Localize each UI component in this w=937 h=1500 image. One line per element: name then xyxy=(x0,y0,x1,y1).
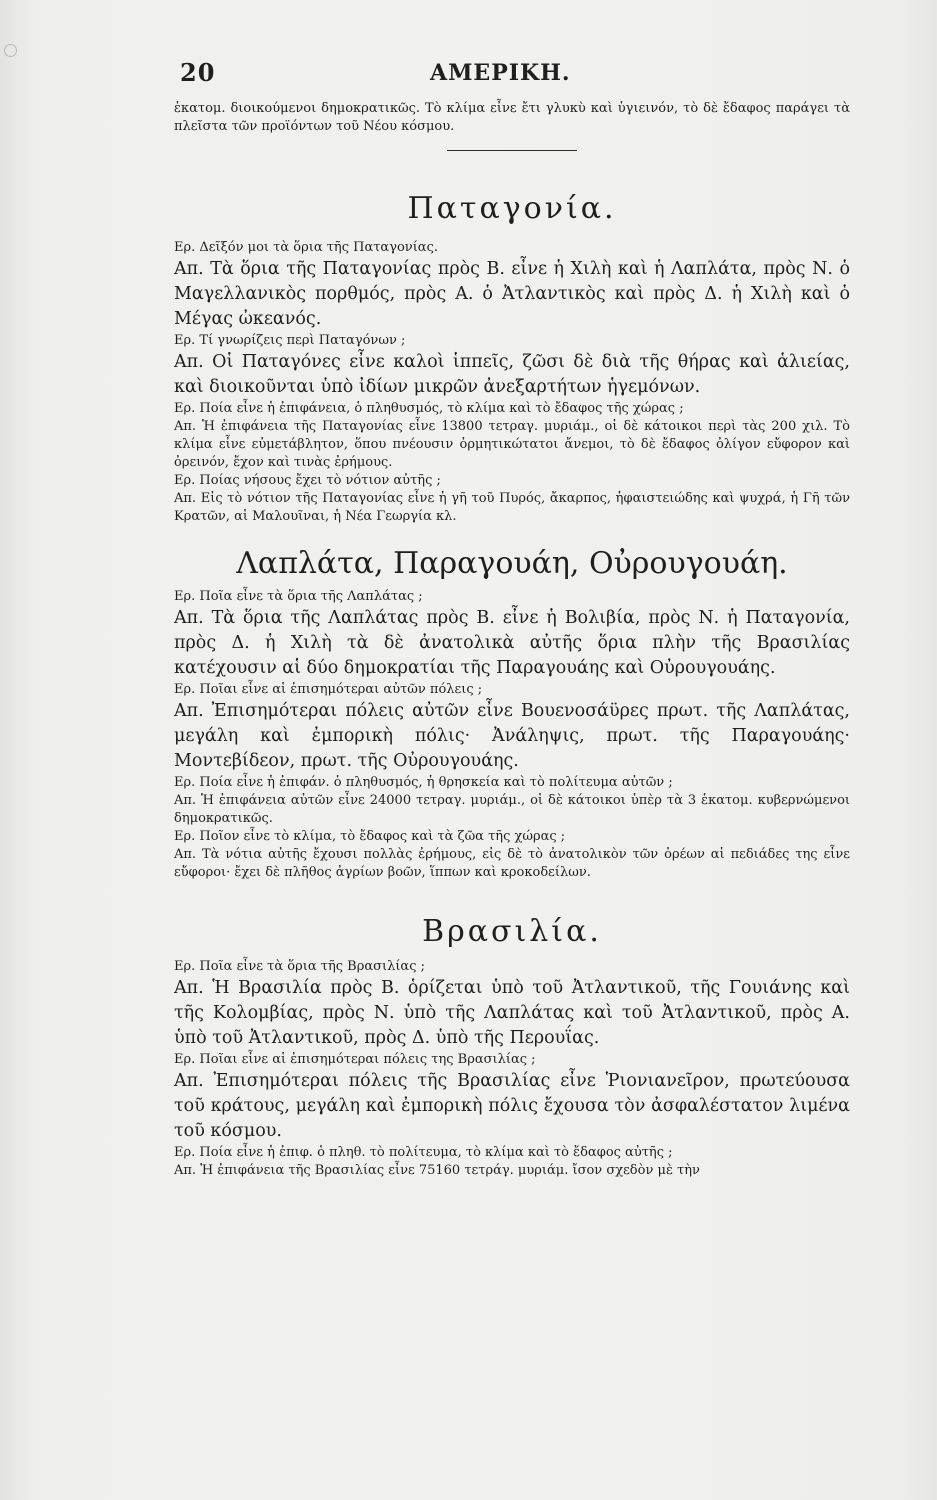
answer: Απ. Ἡ ἐπιφάνεια αὐτῶν εἶνε 24000 τετραγ. μυριάμ., οἱ δὲ κάτοικοι ὑπὲρ τὰ 3 ἑκατομ. κυβερνώμενοι δημοκρατικῶς. xyxy=(174,793,850,826)
section-divider xyxy=(447,150,577,151)
running-title: ΑΜΕΡΙΚΗ. xyxy=(430,60,571,86)
question: Ερ. Ποίας νήσους ἔχει τὸ νότιον αὐτῆς ; xyxy=(174,473,441,488)
question: Ερ. Ποῖαι εἶνε αἱ ἐπισημότεραι πόλεις της Βρασιλίας ; xyxy=(174,1052,536,1067)
question: Ερ. Δεῖξόν μοι τὰ ὅρια τῆς Παταγονίας. xyxy=(174,240,438,255)
question: Ερ. Ποῖα εἶνε τὰ ὅρια τῆς Λαπλάτας ; xyxy=(174,589,423,604)
answer: Απ. Ἐπισημότεραι πόλεις τῆς Βρασιλίας εἶνε Ῥιονιανεῖρον, πρωτεύουσα τοῦ κράτους, μεγάλη καὶ ἐμπορικὴ πόλις ἔχουσα τὸν ἀσφαλέστατον λιμένα τοῦ κόσμου. xyxy=(174,1071,850,1141)
answer: Απ. Τὰ ὅρια τῆς Παταγονίας πρὸς Β. εἶνε ἡ Χιλὴ καὶ ἡ Λαπλάτα, πρὸς Ν. ὁ Μαγελλανικὸς πορθμός, πρὸς Α. ὁ Ἀτλαντικὸς καὶ πρὸς Δ. ἡ Χιλὴ καὶ ὁ Μέγας ὠκεανός. xyxy=(174,259,850,329)
page-number: 20 xyxy=(180,58,216,87)
answer: Απ. Εἰς τὸ νότιον τῆς Παταγονίας εἶνε ἡ γῆ τοῦ Πυρός, ἄκαρπος, ἡφαιστειώδης καὶ ψυχρά, ἡ Γῆ τῶν Κρατῶν, αἱ Μαλουῖναι, ἡ Νέα Γεωργία κλ. xyxy=(174,491,850,524)
section-heading-laplata: Λαπλάτα, Παραγουάη, Οὐρουγουάη. xyxy=(236,546,788,581)
question: Ερ. Ποία εἶνε ἡ ἐπιφάνεια, ὁ πληθυσμός, τὸ κλίμα καὶ τὸ ἔδαφος τῆς χώρας ; xyxy=(174,401,684,416)
answer: Απ. Ἡ ἐπιφάνεια τῆς Παταγονίας εἶνε 13800 τετραγ. μυριάμ., οἱ δὲ κάτοικοι περὶ τὰς 200 χιλ. Τὸ κλίμα εἶνε εὐμετάβλητον, ὅπου πνέουσιν ὁρμητικώτατοι ἄνεμοι, τὸ δὲ ἔδαφος ὀλίγον εὔφορον καὶ ὀρεινόν, ἔχον καὶ τινὰς ἐρήμους. xyxy=(174,419,850,470)
answer: Απ. Τὰ νότια αὐτῆς ἔχουσι πολλὰς ἐρήμους, εἰς δὲ τὸ ἀνατολικὸν τῶν ὀρέων αἱ πεδιάδες της εἶνε εὔφοροι· ἔχει δὲ πλῆθος ἀγρίων βοῶν, ἵππων καὶ κροκοδείλων. xyxy=(174,847,850,880)
answer: Απ. Ἡ ἐπιφάνεια τῆς Βρασιλίας εἶνε 75160 τετράγ. μυριάμ. ἴσον σχεδὸν μὲ τὴν xyxy=(174,1163,700,1178)
answer: Απ. Ἐπισημότεραι πόλεις αὐτῶν εἶνε Βουενοσάϋρες πρωτ. τῆς Λαπλάτας, μεγάλη καὶ ἐμπορικὴ πόλις· Ἀνάληψις, πρωτ. τῆς Παραγουάης· Μοντεβίδεον, πρωτ. τῆς Οὐρουγουάης. xyxy=(174,701,850,771)
page-body xyxy=(174,100,850,1180)
question: Ερ. Ποῖαι εἶνε αἱ ἐπισημότεραι αὐτῶν πόλεις ; xyxy=(174,682,483,697)
question: Ερ. Ποῖα εἶνε τὰ ὅρια τῆς Βρασιλίας ; xyxy=(174,959,425,974)
question: Ερ. Τί γνωρίζεις περὶ Παταγόνων ; xyxy=(174,333,406,348)
section-heading-patagonia: Παταγονία. xyxy=(407,191,617,226)
answer: Απ. Οἱ Παταγόνες εἶνε καλοὶ ἱππεῖς, ζῶσι δὲ διὰ τῆς θήρας καὶ ἁλιείας, καὶ διοικοῦνται ὑπὸ ἰδίων μικρῶν ἀνεξαρτήτων ἡγεμόνων. xyxy=(174,352,850,397)
question: Ερ. Ποία εἶνε ἡ ἐπιφ. ὁ πληθ. τὸ πολίτευμα, τὸ κλίμα καὶ τὸ ἔδαφος αὐτῆς ; xyxy=(174,1145,673,1160)
punch-hole-mark xyxy=(4,44,17,57)
answer: Απ. Τὰ ὅρια τῆς Λαπλάτας πρὸς Β. εἶνε ἡ Βολιβία, πρὸς Ν. ἡ Παταγονία, πρὸς Δ. ἡ Χιλὴ τὰ δὲ ἀνατολικὰ αὐτῆς ὅρια πλὴν τῆς Βρασιλίας κατέχουσιν αἱ δύο δημοκρατίαι τῆς Παραγουάης καὶ Οὐρουγουάης. xyxy=(174,608,850,678)
running-header xyxy=(180,58,840,90)
question: Ερ. Ποῖον εἶνε τὸ κλίμα, τὸ ἔδαφος καὶ τὰ ζῶα τῆς χώρας ; xyxy=(174,829,566,844)
section-heading-brazil: Βρασιλία. xyxy=(422,914,602,949)
continued-paragraph: ἑκατομ. διοικούμενοι δημοκρατικῶς. Τὸ κλίμα εἶνε ἔτι γλυκὺ καὶ ὑγιεινόν, τὸ δὲ ἔδαφος παράγει τὰ πλεῖστα τῶν προϊόντων τοῦ Νέου κόσμου. xyxy=(174,101,850,134)
question: Ερ. Ποία εἶνε ἡ ἐπιφάν. ὁ πληθυσμός, ἡ θρησκεία καὶ τὸ πολίτευμα αὐτῶν ; xyxy=(174,775,673,790)
answer: Απ. Ἡ Βρασιλία πρὸς Β. ὁρίζεται ὑπὸ τοῦ Ἀτλαντικοῦ, τῆς Γουιάνης καὶ τῆς Κολομβίας, πρὸς Ν. ὑπὸ τῆς Λαπλάτας καὶ τοῦ Ἀτλαντικοῦ, πρὸς Α. ὑπὸ τοῦ Ἀτλαντικοῦ, πρὸς Δ. ὑπὸ τῆς Περουΐας. xyxy=(174,978,850,1048)
